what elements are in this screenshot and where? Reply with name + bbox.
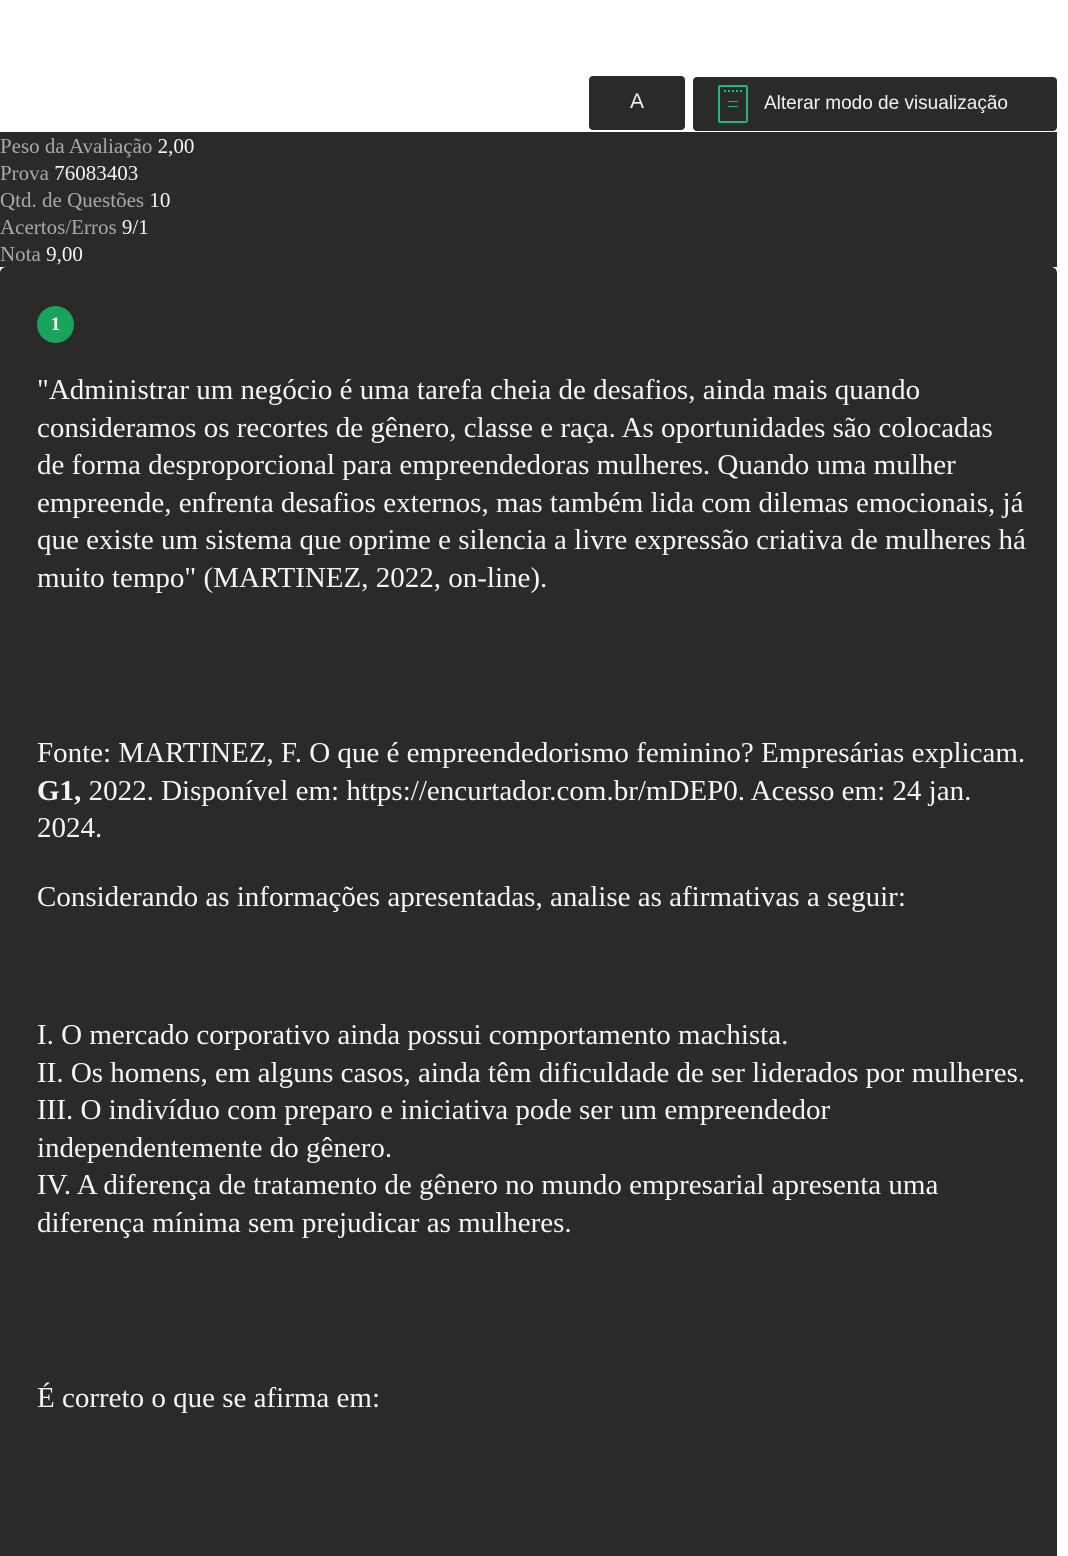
statements-list — [37, 1017, 1027, 1242]
statement-item: III. O indivíduo com preparo e iniciativa pode ser um empreendedor independentemente do gênero. — [37, 1094, 831, 1164]
statement-item: I. O mercado corporativo ainda possui comportamento machista. — [37, 1019, 789, 1051]
summary-grade-label: Nota — [0, 242, 41, 266]
question-source — [37, 735, 1027, 848]
question-source-suffix: 2022. Disponível em: https://encurtador.com.br/mDEP0. Acesso em: 24 jan. 2024. — [37, 774, 972, 844]
font-size-button[interactable] — [589, 76, 685, 130]
statement-item: II. Os homens, em alguns casos, ainda têm dificuldade de ser liderados por mulheres. — [37, 1056, 1026, 1089]
question-quote: "Administrar um negócio é uma tarefa cheia de desafios, ainda mais quando consideramos os recortes de gênero, classe e raça. As oportunidades são colocadas de forma desproporcional para empreendedoras mulheres. Quando uma mulher empreende, enfrenta desafios externos, mas também lida com dilemas emocionais, já que existe um sistema que oprime e silencia a livre expressão criativa de mulheres há muito tempo" (MARTINEZ, 2022, on-line). — [37, 374, 1026, 594]
question-number-badge: 1 — [37, 306, 74, 343]
summary-questions-label: Qtd. de Questões — [0, 188, 145, 212]
document-view-icon — [718, 85, 748, 123]
change-view-mode-label: Alterar modo de visualização — [764, 93, 1008, 114]
change-view-mode-button[interactable] — [693, 77, 1057, 131]
summary-score — [0, 214, 1057, 241]
question-instruction: Considerando as informações apresentadas, analise as afirmativas a seguir: — [37, 881, 906, 913]
summary-weight-value: 2,00 — [157, 134, 195, 158]
question-source-prefix: Fonte: MARTINEZ, F. O que é empreendedorismo feminino? Empresárias explicam. — [37, 737, 1026, 769]
summary-weight-label: Peso da Avaliação — [0, 134, 153, 158]
summary-exam-label: Prova — [0, 161, 49, 185]
summary-score-label: Acertos/Erros — [0, 215, 117, 239]
summary-grade — [0, 241, 1057, 268]
summary-score-value: 9/1 — [121, 215, 149, 239]
exam-summary — [0, 132, 1057, 267]
summary-questions-value: 10 — [149, 188, 171, 212]
font-size-button-label: A — [629, 89, 644, 113]
summary-questions — [0, 187, 1057, 214]
question-prompt: É correto o que se afirma em: — [37, 1382, 381, 1414]
summary-exam-value: 76083403 — [54, 161, 139, 185]
question-card — [0, 267, 1057, 1556]
statement-item: IV. A diferença de tratamento de gênero no mundo empresarial apresenta uma diferença mínima sem prejudicar as mulheres. — [37, 1169, 939, 1239]
summary-grade-value: 9,00 — [46, 242, 83, 266]
summary-weight — [0, 133, 1057, 160]
question-source-bold: G1, — [37, 774, 82, 807]
summary-exam — [0, 160, 1057, 187]
